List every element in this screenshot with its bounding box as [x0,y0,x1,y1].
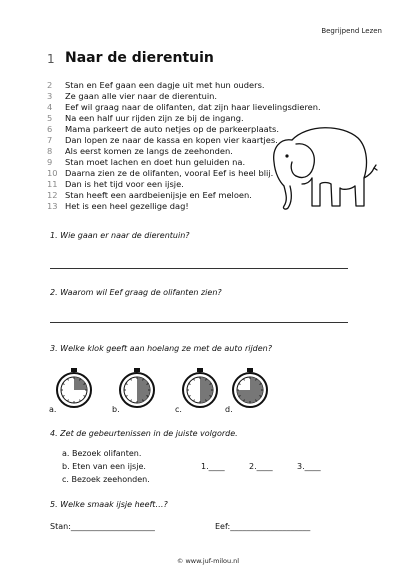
option-item [62,449,141,458]
story-line [47,80,265,91]
story-line [47,102,321,113]
footer-credit: © www.juf-milou.nl [176,557,240,565]
line-number: 7 [47,135,53,145]
option-text: Bezoek zeehonden. [71,475,150,484]
clock-label-a: a. [49,405,57,414]
line-number: 11 [47,179,58,189]
line-text: Daarna zien ze de olifanten, vooral Eef is heel blij. [65,168,274,178]
line-number: 9 [47,157,53,167]
order-blank-1[interactable]: 1.____ [201,462,225,471]
answer-line-2[interactable] [50,322,348,323]
line-text: Eef wil graag naar de olifanten, dat zijn haar lievelingsdieren. [65,102,321,112]
title-line-number: 1 [47,52,55,66]
clock-icon-d[interactable] [229,367,271,409]
question-2: 2. Waarom wil Eef graag de olifanten zien? [50,288,222,297]
option-item [62,462,146,471]
story-line [47,91,217,102]
clock-options [49,367,289,417]
story-line [47,190,252,201]
line-text: Na een half uur rijden zijn ze bij de ingang. [65,113,244,123]
story-line [47,124,279,135]
story-line [47,146,233,157]
header-note: Begrijpend Lezen [321,27,382,35]
line-text: Stan moet lachen en doet hun geluiden na. [65,157,246,167]
line-text: Stan en Eef gaan een dagje uit met hun ouders. [65,80,265,90]
page-title: Naar de dierentuin [65,50,214,66]
clock-label-b: b. [112,405,120,414]
story-line [47,179,184,190]
question-1: 1. Wie gaan er naar de dierentuin? [50,231,190,240]
order-blank-2[interactable]: 2.____ [249,462,273,471]
clock-label-d: d. [225,405,233,414]
clock-label-c: c. [175,405,182,414]
line-number: 8 [47,146,53,156]
story-line [47,201,189,212]
line-text: Het is een heel gezellige dag! [65,201,189,211]
clock-icon-b[interactable] [116,367,158,409]
order-blank-3[interactable]: 3.____ [297,462,321,471]
question-5: 5. Welke smaak ijsje heeft…? [50,500,168,509]
line-text: Mama parkeert de auto netjes op de parkeerplaats. [65,124,279,134]
line-number: 2 [47,80,53,90]
question-3: 3. Welke klok geeft aan hoelang ze met de auto rijden? [50,344,272,353]
story-line [47,113,244,124]
line-number: 12 [47,190,58,200]
line-text: Ze gaan alle vier naar de dierentuin. [65,91,218,101]
option-letter: a. [62,449,70,458]
line-number: 5 [47,113,53,123]
eef-answer-field[interactable]: Eef:____________________ [215,522,311,531]
line-number: 4 [47,102,53,112]
option-item [62,475,150,484]
answer-line-1[interactable] [50,268,348,269]
option-text: Bezoek olifanten. [72,449,142,458]
line-text: Dan is het tijd voor een ijsje. [65,179,184,189]
line-text: Als eerst komen ze langs de zeehonden. [65,146,233,156]
clock-icon-a[interactable] [53,367,95,409]
option-letter: b. [62,462,70,471]
option-text: Eten van een ijsje. [72,462,146,471]
stan-answer-field[interactable]: Stan:_____________________ [50,522,155,531]
line-text: Stan heeft een aardbeienijsje en Eef meloen. [65,190,252,200]
story-line [47,135,278,146]
line-number: 10 [47,168,58,178]
line-number: 3 [47,91,53,101]
clock-icon-c[interactable] [179,367,221,409]
line-text: Dan lopen ze naar de kassa en kopen vier kaartjes. [65,135,278,145]
line-number: 6 [47,124,53,134]
story-line [47,168,273,179]
question-4: 4. Zet de gebeurtenissen in de juiste volgorde. [50,429,238,438]
story-line [47,157,245,168]
line-number: 13 [47,201,58,211]
elephant-illustration [262,118,382,218]
option-letter: c. [62,475,69,484]
